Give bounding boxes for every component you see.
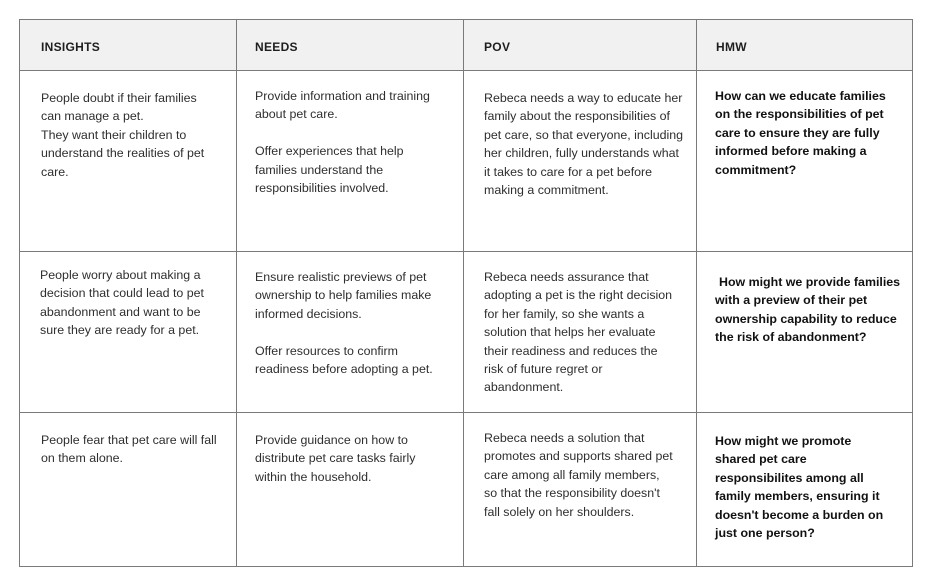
need-text: Ensure realistic previews of pet ownership to help families make informed decisions. xyxy=(255,270,432,321)
need-text: Provide guidance on how to distribute pet care tasks fairly within the household. xyxy=(255,433,416,484)
row-divider xyxy=(20,70,912,71)
row2-pov xyxy=(484,268,676,397)
insight-text: People worry about making a decision that could lead to pet abandonment and want to be sure they are ready for a pet. xyxy=(40,268,204,338)
row-divider xyxy=(20,412,912,413)
insight-text: They want their children to understand the realities of pet care. xyxy=(41,127,205,179)
pov-text: Rebeca needs assurance that adopting a pet is the right decision for her family, so she wants a solution that helps her evaluate their readiness and reduces the risk of future regret or abandonment. xyxy=(484,270,673,395)
row2-hmw xyxy=(715,273,901,347)
row3-hmw xyxy=(715,432,893,542)
pov-text: Rebeca needs a way to educate her family about the responsibilities of pet care, so that everyone, including her children, fully understands what it takes to care for a pet before making a commitment. xyxy=(484,91,684,198)
hmw-text: How might we provide families with a preview of their pet ownership capability to reduce the risk of abandonment? xyxy=(715,275,901,345)
hmw-text: How might we promote shared pet care responsibilites among all family members, ensuring it doesn't become a burden on just one person? xyxy=(715,434,884,541)
row-divider xyxy=(20,251,912,252)
row3-insights xyxy=(41,431,217,468)
header-pov: POV xyxy=(484,40,511,54)
insight-text: People fear that pet care will fall on them alone. xyxy=(41,433,217,466)
row1-pov xyxy=(484,89,686,199)
column-divider xyxy=(696,20,697,566)
header-needs: NEEDS xyxy=(255,40,298,54)
need-text: Offer experiences that help families understand the responsibilities involved. xyxy=(255,144,404,196)
row3-pov xyxy=(484,429,674,521)
hmw-text: How can we educate families on the responsibilities of pet care to ensure they are fully informed before making a commitment? xyxy=(715,89,886,177)
row3-needs xyxy=(255,431,441,486)
row2-insights xyxy=(40,266,216,340)
row2-needs xyxy=(255,268,447,378)
header-row xyxy=(20,20,912,70)
pov-text: Rebeca needs a solution that promotes and supports shared pet care among all family members, so that the responsibility doesn't fall solely on her shoulders. xyxy=(484,431,673,519)
row1-needs xyxy=(255,87,447,197)
header-insights: INSIGHTS xyxy=(41,40,101,54)
column-divider xyxy=(463,20,464,566)
insight-text: People doubt if their families can manage a pet. xyxy=(41,91,197,124)
row1-hmw xyxy=(715,87,887,179)
need-text: Offer resources to confirm readiness before adopting a pet. xyxy=(255,343,433,377)
column-divider xyxy=(236,20,237,566)
need-text: Provide information and training about pet care. xyxy=(255,89,430,122)
row1-insights xyxy=(41,89,217,181)
header-hmw: HMW xyxy=(716,40,747,54)
design-thinking-table xyxy=(19,19,913,567)
